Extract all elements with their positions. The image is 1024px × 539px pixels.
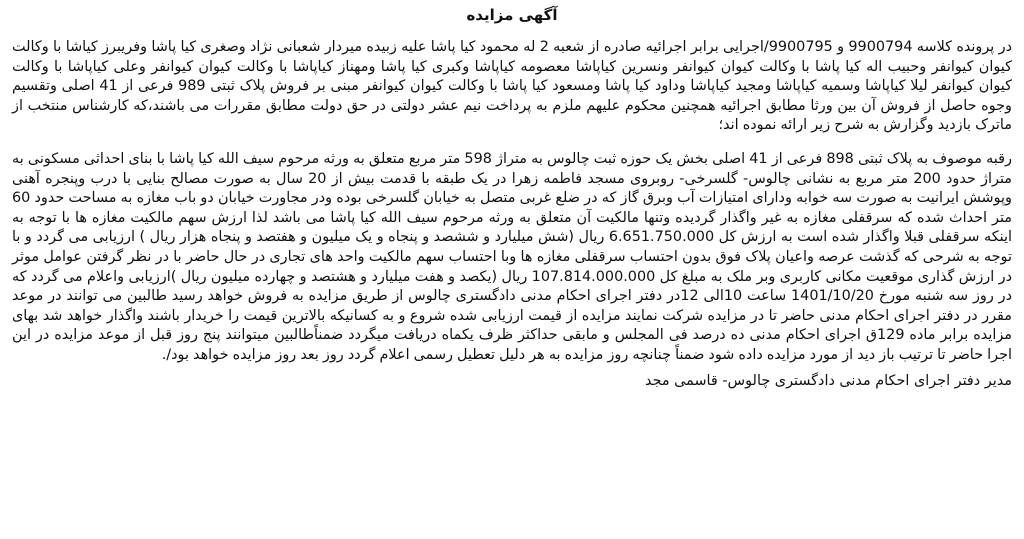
notice-paragraph-case: در پرونده کلاسه 9900794 و 9900795/اجرایی برابر اجرائیه صادره از شعبه 2 له محمود کیا پاشا علیه زبیده میردار شعبانی نژاد وصغری کیا پاشا وفریبرز کیاشا با وکالت کیوان کیوانفر وحبیب اله کیا پاشا با وکالت کیوان کیوانفر ونسرین کیاپاشا معصومه کیاپاشا وکبری کیا پاشا ومهناز کیاپاشا با وکالت کیوان کیوانفر وعلی کیاپاشا با وکالت کیوان کیوانفر لیلا کیاپاشا وسمیه کیاپاشا ومجید کیاپاشا وداود کیا پاشا ومسعود کیا پاشا با وکالت کیوان کیوانفر مبنی بر فروش پلاک ثبتی 989 فرعی از 41 اصلی وتقسیم وجوه حاصل از فروش آن بین ورثا مطابق اجرائیه همچنین محکوم علیهم ملزم به پرداخت نیم عشر دولتی در حق دولت مطابق مقررات می باشند،که کارشناس منتخب از ماترک بازدید وگزارش به شرح زیر ارائه نموده اند؛ <box>12 39 1012 134</box>
notice-signature: مدیر دفتر اجرای احکام مدنی دادگستری چالوس- قاسمی مجد <box>645 372 1012 389</box>
notice-title: آگهی مزایده <box>466 6 558 24</box>
notice-paragraph-property: رقبه موصوف به پلاک ثبتی 898 فرعی از 41 اصلی بخش یک حوزه ثبت چالوس به متراژ 598 متر مربع متعلق به ورثه مرحوم سیف الله کیا پاشا با بنای احداثی مسکونی به متراژ حدود 200 متر مربع به نشانی چالوس- گلسرخی- روبروی مسجد فاطمه زهرا در یک طبقه با قدمت بیش از 20 سال به صورت مصالح بنایی با درب وپنجره آهنی وپوشش ایرانیت به صورت سه خوابه ودارای امتیازات آب وبرق گاز که در ضلع غربی متصل به خیابان گلسرخی بوده ودر مجاورت خیابان دو باب مغازه به مساحت حدود 60 متر احداث شده که سرقفلی مغازه به غیر واگذار گردیده وتنها مالکیت آن متعلق به ورثه مرحوم سیف الله کیا پاشا می باشد لذا ارزش سهم مالکیت مغازه ها با توجه به اینکه سرقفلی قبلا واگذار شده است به ارزش کل 6.651.750.000 ریال (شش میلیارد و ششصد و پنجاه و یک میلیون و هفتصد و پنجاه هزار ریال ) ارزیابی می گردد و با توجه به شرحی که گذشت عرصه واعیان پلاک فوق بدون احتساب سرقفلی مغازه ها وبا احتساب سهم مالکیت واحد های تجاری در حال حاضر با در نظر گرفتن عوامل موثر در ارزش گذاری موقعیت مکانی کاربری وبر ملک به مبلغ کل 107.814.000.000 ریال (یکصد و هفت میلیارد و هشتصد و چهارده میلیون ریال )ارزیابی واعلام می گردد که در روز سه شنبه مورخ 1401/10/20 ساعت 10الی 12در دفتر اجرای احکام مدنی دادگستری چالوس از طریق مزایده به فروش خواهد رسید طالبین می توانند در موعد مقرر در دفتر اجرای احکام مدنی حاضر تا در مزایده شرکت نمایند مزایده از قیمت ارزیابی شده شروع و به کسانیکه بالاترین قیمت را خریدار باشند واگذار خواهد شد بهای مزایده برابر ماده 129ق اجرای احکام مدنی ده درصد فی المجلس و مابقی حداکثر ظرف یکماه دریافت میگردد ضمناًطالبین میتوانند پنج روز قبل از موعد مزایده در این اجرا حاضر تا ترتیب باز دید از مورد مزایده داده شود ضمناً چنانچه روز مزایده به هر دلیل تعطیل رسمی اعلام گردد روز بعد روز مزایده خواهد بود/. <box>12 150 1012 363</box>
